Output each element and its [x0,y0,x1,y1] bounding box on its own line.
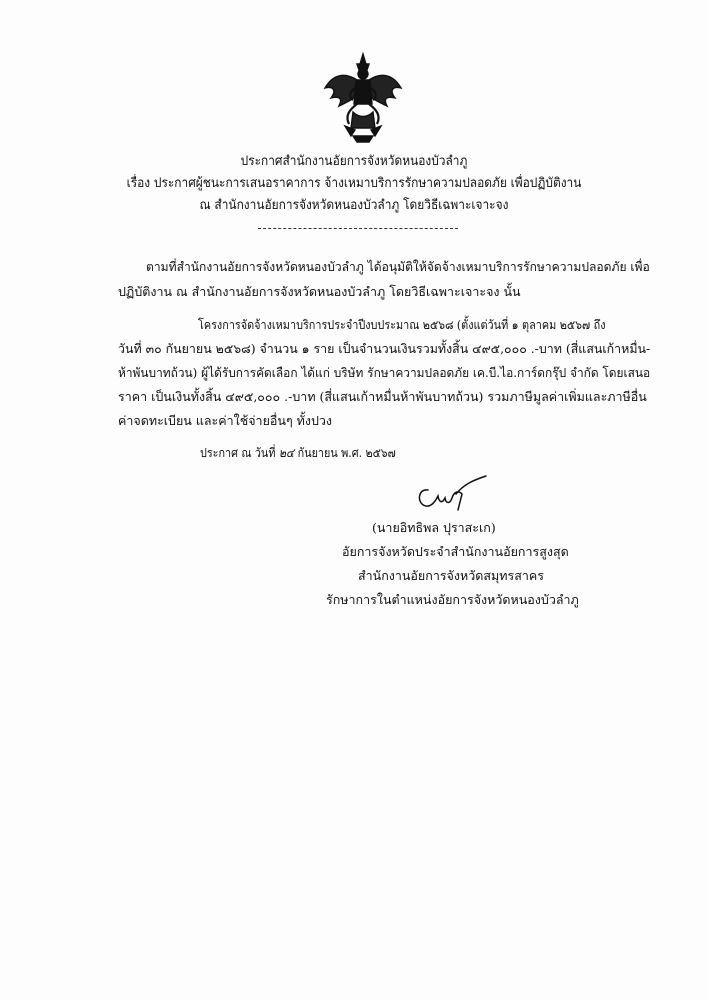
signatory-title3: รักษาการในตำแหน่งอัยการจังหวัดหนองบัวลำภู [326,592,579,607]
announcement-subject-cont: ณ สำนักงานอัยการจังหวัดหนองบัวลำภู โดยวิธีเฉพาะเจาะจง [199,198,509,213]
announce-suffix: กันยายน พ.ศ. ๒๕๖๗ [297,445,396,460]
paragraph1-line1: ตามที่สำนักงานอัยการจังหวัดหนองบัวลำภู ได้อนุมัติให้จัดจ้างเหมาบริการรักษาความปลอดภัย เพื่อ [146,259,650,274]
announce-date [200,442,650,464]
signatory-title2: สำนักงานอัยการจังหวัดสมุทรสาคร [358,568,544,583]
signature-icon [412,470,492,518]
paragraph2-line2: วันที่ ๓๐ กันยายน ๒๕๖๘) จำนวน ๑ ราย เป็นจำนวนเงินรวมทั้งสิ้น ๔๙๕,๐๐๐ .-บาท (สี่แสนเก้าหมื่น- [118,341,651,356]
signatory-name: (นายอิทธิพล ปุราสะเก) [372,520,496,535]
paragraph2-line4: ราคา เป็นเงินทั้งสิ้น ๔๙๕,๐๐๐ .-บาท (สี่แสนเก้าหมื่นห้าพันบาทถ้วน) รวมภาษีมูลค่าเพิ่มและภาษีอื่น [118,389,647,404]
paragraph2-line5: ค่าจดทะเบียน และค่าใช้จ่ายอื่นๆ ทั้งปวง [118,413,333,428]
announcement-subject: เรื่อง ประกาศผู้ชนะการเสนอราคาการ จ้างเหมาบริการรักษาความปลอดภัย เพื่อปฏิบัติงาน [126,176,582,191]
announce-prefix: ประกาศ ณ วันที่ [200,445,276,460]
garuda-emblem-icon [323,52,403,144]
paragraph1-line2: ปฏิบัติงาน ณ สำนักงานอัยการจังหวัดหนองบัวลำภู โดยวิธีเฉพาะเจาะจง นั้น [118,284,521,299]
paragraph2-line1: โครงการจัดจ้างเหมาบริการประจำปีงบประมาณ ๒๕๖๘ (ตั้งแต่วันที่ ๑ ตุลาคม ๒๕๖๗ ถึง [198,317,606,332]
header-divider [258,228,458,229]
signatory-title1: อัยการจังหวัดประจำสำนักงานอัยการสูงสุด [342,544,569,559]
paragraph2-line3: ห้าพันบาทถ้วน) ผู้ได้รับการคัดเลือก ได้แก่ บริษัท รักษาความปลอดภัย เค.บี.ไอ.การ์ดกรุ๊ป จำกัด โดยเสนอ [118,365,651,380]
announce-day: ๒๔ [278,445,295,460]
announcement-title: ประกาศสำนักงานอัยการจังหวัดหนองบัวลำภู [240,154,468,169]
